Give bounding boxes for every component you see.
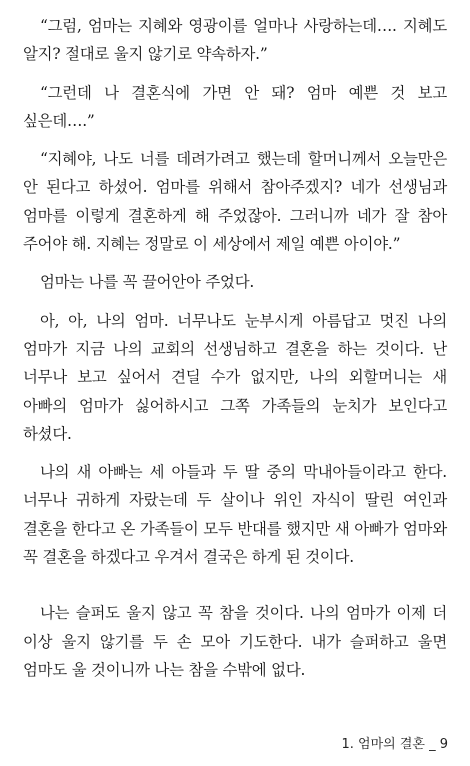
paragraph-3: “지혜야, 나도 너를 데려가려고 했는데 할머니께서 오늘만은 안 된다고 하셨어. 엄마를 위해서 참아주겠지? 네가 선생님과 엄마를 이렇게 결혼하게 해 주었잖아. 그러니까 네가 잘 참아 주어야 해. 지혜는 정말로 이 세상에서 제일 예쁜 아이야.” [23,150,447,254]
paragraph-5: 아, 아, 나의 엄마. 너무나도 눈부시게 아름답고 멋진 나의 엄마가 지금 나의 교회의 선생님하고 결혼을 하는 것이다. 난 너무나 보고 싶어서 견딜 수가 없지만, 나의 외할머니는 새 아빠의 엄마가 싫어하시고 그쪽 가족들의 눈치가 보인다고 하셨다. [23,311,447,443]
body-text [23,12,447,694]
page-footer: 1. 엄마의 결혼 _ 9 [341,737,448,752]
paragraph-4: 엄마는 나를 꼭 끌어안아 주었다. [39,273,255,292]
paragraph-6: 나의 새 아빠는 세 아들과 두 딸 중의 막내아들이라고 한다. 너무나 귀하게 자랐는데 두 살이나 위인 자식이 딸린 여인과 결혼을 한다고 온 가족들이 모두 반대를 했지만 새 아빠가 엄마와 꼭 결혼을 하겠다고 우겨서 결국은 하게 된 것이다. [23,463,447,567]
paragraph-2: “그런데 나 결혼식에 가면 안 돼? 엄마 예쁜 것 보고 싶은데….” [23,83,447,130]
paragraph-1: “그럼, 엄마는 지혜와 영광이를 얼마나 사랑하는데…. 지혜도 알지? 절대로 울지 않기로 약속하자.” [23,17,447,64]
paragraph-7: 나는 슬퍼도 울지 않고 꼭 참을 것이다. 나의 엄마가 이제 더 이상 울지 않기를 두 손 모아 기도한다. 내가 슬퍼하고 울면 엄마도 울 것이니까 나는 참을 수밖에 없다. [23,604,447,679]
